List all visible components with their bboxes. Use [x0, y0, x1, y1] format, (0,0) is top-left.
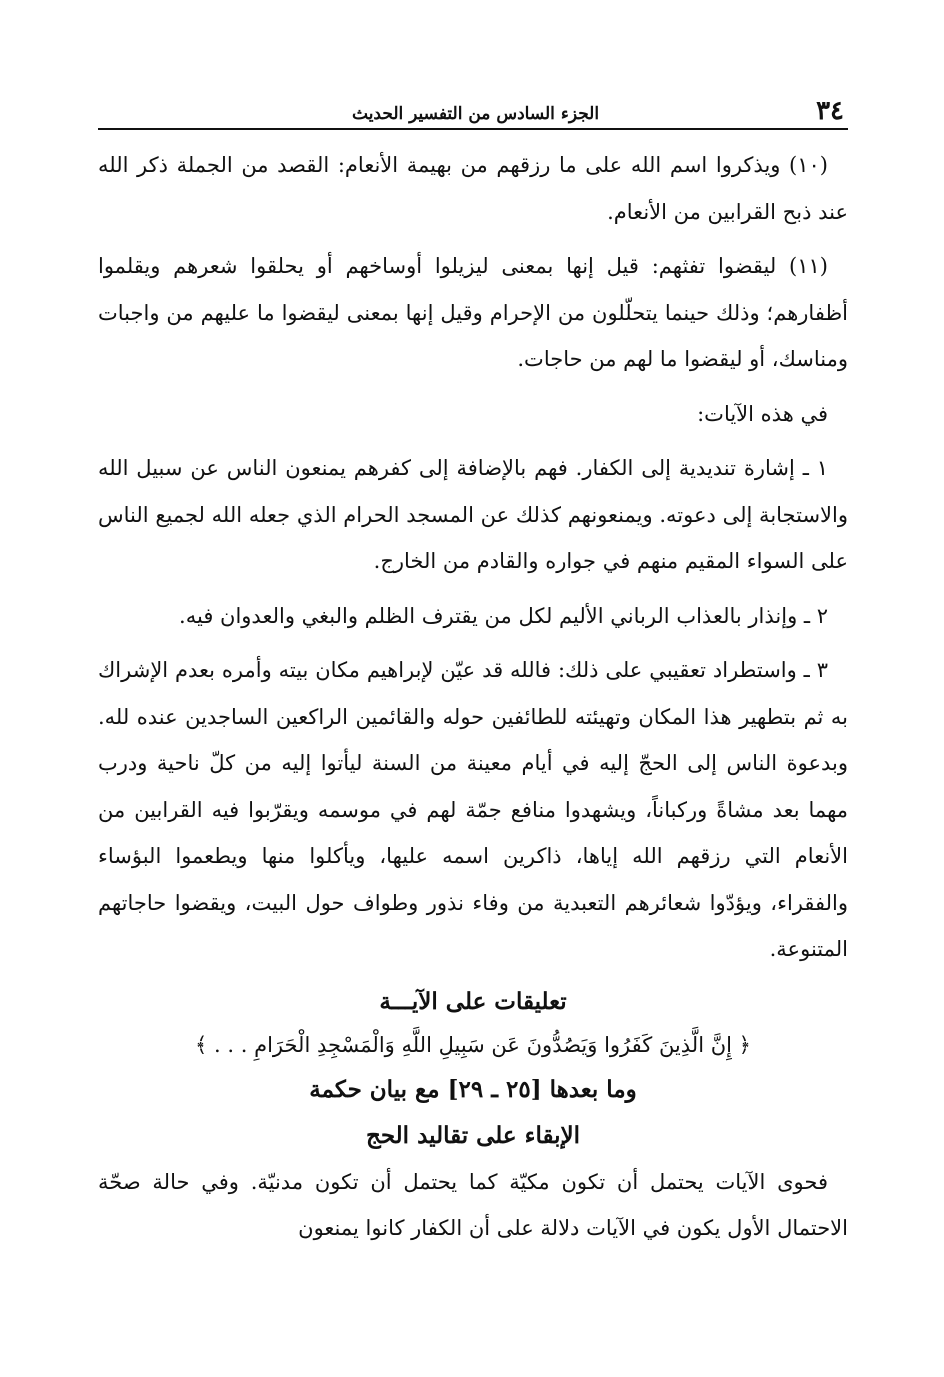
running-title: الجزء السادس من التفسير الحديث	[352, 104, 600, 124]
page-number: ٣٤	[816, 96, 844, 126]
paragraph-point-3: ٣ ـ واستطراد تعقيبي على ذلك: فالله قد عيّن لإبراهيم مكان بيته وأمره بعدم الإشراك به ثم بتطهير هذا المكان وتهيئته للطائفين حوله والقائمين الراكعين الساجدين عنده لله. وبدعوة الناس إلى الحجّ إليه في أيام معينة من السنة ليأتوا إليه من كلّ ناحية ودرب مهما بعد مشاةً وركباناً، ويشهدوا منافع جمّة لهم في موسمه ويقرّبوا فيه القرابين من الأنعام التي رزقهم الله إياها، ذاكرين اسمه عليها، ويأكلوا منها ويطعموا البؤساء والفقراء، ويؤدّوا شعائرهم التعبدية من وفاء نذور وطواف حول البيت، ويقضوا حاجاتهم المتنوعة.	[98, 658, 848, 961]
paragraph-commentary: فحوى الآيات يحتمل أن تكون مكيّة كما يحتمل أن تكون مدنيّة. وفي حالة صحّة الاحتمال الأول يكون في الآيات دلالة على أن الكفار كانوا يمنعون	[98, 1169, 848, 1240]
book-page	[98, 96, 848, 1260]
section-title: تعليقات على الآيـــة	[379, 987, 567, 1015]
paragraph-point-2: ٢ ـ وإنذار بالعذاب الرباني الأليم لكل من يقترف الظلم والبغي والعدوان فيه.	[179, 603, 828, 628]
page-header	[98, 96, 848, 130]
page-content	[98, 142, 848, 1252]
section-heading	[98, 981, 848, 1159]
paragraph-note-10: (١٠) ويذكروا اسم الله على ما رزقهم من بهيمة الأنعام: القصد من الجملة ذكر الله عند ذبح القرابين من الأنعام.	[98, 153, 848, 224]
section-subtitle-2: الإبقاء على تقاليد الحج	[365, 1121, 581, 1149]
paragraph-point-1: ١ ـ إشارة تنديدية إلى الكفار. فهم بالإضافة إلى كفرهم يمنعون الناس عن سبيل الله والاستجابة إلى دعوته. ويمنعونهم كذلك عن المسجد الحرام الذي جعله الله لجميع الناس على السواء المقيم منهم في جواره والقادم من الخارج.	[98, 456, 848, 573]
section-subtitle-1: وما بعدها [٢٥ ـ ٢٩] مع بيان حكمة	[309, 1075, 637, 1103]
paragraph-note-11: (١١) ليقضوا تفثهم: قيل إنها بمعنى ليزيلوا أوساخهم أو يحلقوا شعرهم ويقلموا أظفارهم؛ وذلك حينما يتحلّلون من الإحرام وقيل إنها بمعنى ليقضوا ما عليهم من واجبات ومناسك، أو ليقضوا ما لهم من حاجات.	[98, 254, 848, 371]
section-verse: ﴿ إِنَّ الَّذِينَ كَفَرُوا وَيَصُدُّونَ عَن سَبِيلِ اللَّهِ وَالْمَسْجِدِ الْحَرَامِ . . . ﴾	[195, 1032, 751, 1057]
paragraph-intro: في هذه الآيات:	[697, 401, 828, 426]
